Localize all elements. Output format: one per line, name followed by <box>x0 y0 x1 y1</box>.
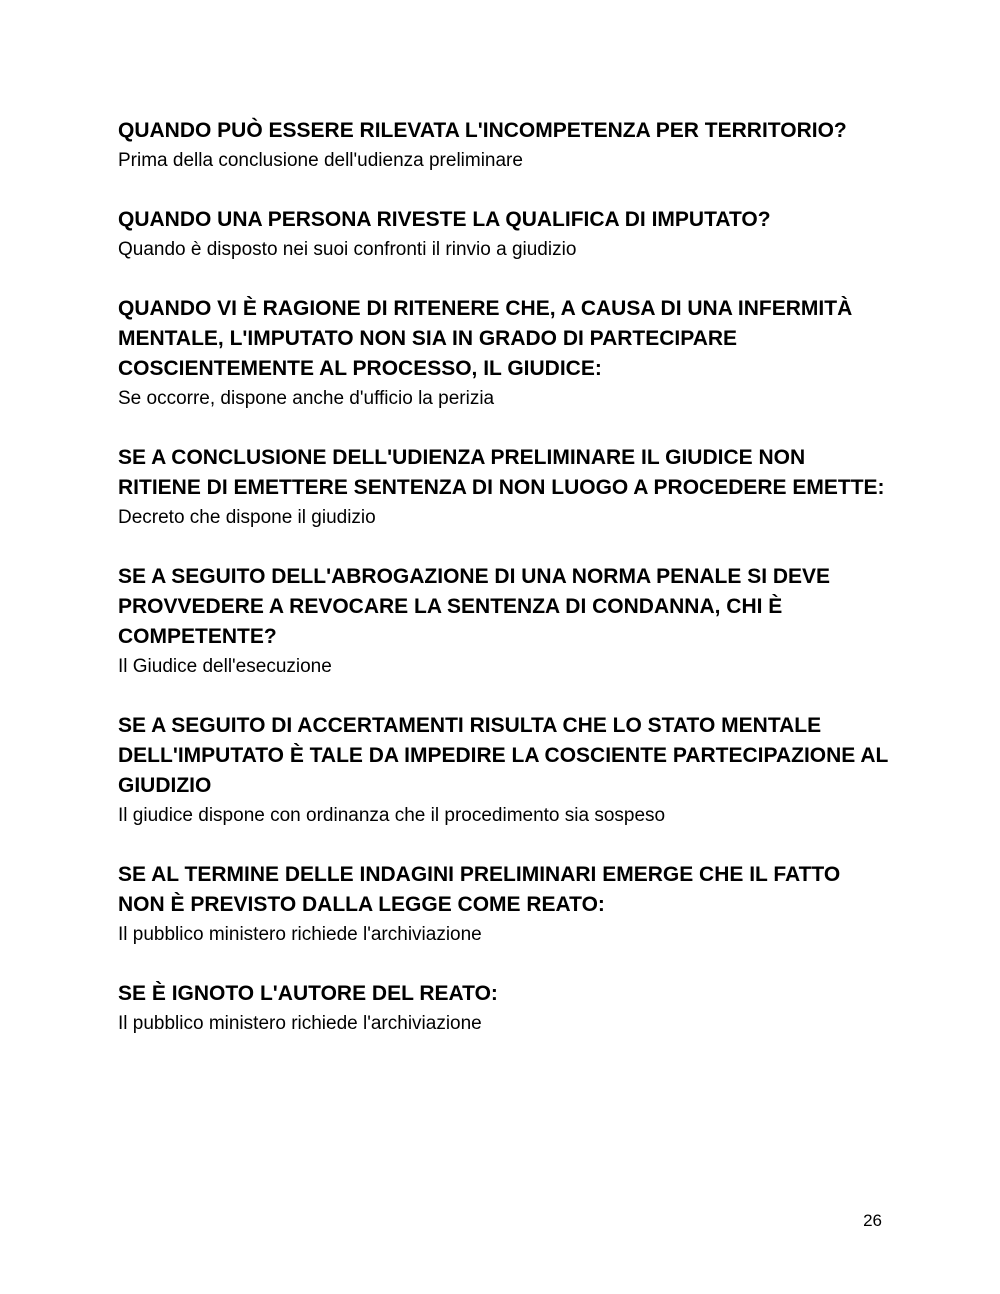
question-text: SE A SEGUITO DELL'ABROGAZIONE DI UNA NORMA PENALE SI DEVE PROVVEDERE A REVOCARE LA SENTENZA DI CONDANNA, CHI È COMPETENTE? <box>118 565 831 648</box>
question-text: QUANDO UNA PERSONA RIVESTE LA QUALIFICA DI IMPUTATO? <box>118 208 771 231</box>
qa-item <box>118 294 888 413</box>
question-text: SE È IGNOTO L'AUTORE DEL REATO: <box>118 982 498 1005</box>
qa-item <box>118 443 888 532</box>
qa-item <box>118 979 888 1038</box>
qa-item <box>118 116 888 175</box>
answer-text: Quando è disposto nei suoi confronti il rinvio a giudizio <box>118 239 577 260</box>
page-number: 26 <box>863 1211 882 1230</box>
answer-text: Se occorre, dispone anche d'ufficio la perizia <box>118 388 495 409</box>
answer-text: Il Giudice dell'esecuzione <box>118 656 332 677</box>
question-text: SE AL TERMINE DELLE INDAGINI PRELIMINARI EMERGE CHE IL FATTO NON È PREVISTO DALLA LEGGE COME REATO: <box>118 863 841 916</box>
answer-text: Il pubblico ministero richiede l'archiviazione <box>118 1013 482 1034</box>
qa-item <box>118 711 888 830</box>
question-text: QUANDO PUÒ ESSERE RILEVATA L'INCOMPETENZA PER TERRITORIO? <box>118 119 847 142</box>
answer-text: Il pubblico ministero richiede l'archiviazione <box>118 924 482 945</box>
qa-item <box>118 860 888 949</box>
qa-item <box>118 562 888 681</box>
answer-text: Prima della conclusione dell'udienza preliminare <box>118 150 523 171</box>
question-text: SE A CONCLUSIONE DELL'UDIENZA PRELIMINARE IL GIUDICE NON RITIENE DI EMETTERE SENTENZA DI NON LUOGO A PROCEDERE EMETTE: <box>118 446 885 499</box>
qa-item <box>118 205 888 264</box>
question-text: SE A SEGUITO DI ACCERTAMENTI RISULTA CHE LO STATO MENTALE DELL'IMPUTATO È TALE DA IMPEDIRE LA COSCIENTE PARTECIPAZIONE AL GIUDIZIO <box>118 714 888 797</box>
answer-text: Il giudice dispone con ordinanza che il procedimento sia sospeso <box>118 805 666 826</box>
document-body <box>118 116 888 1068</box>
answer-text: Decreto che dispone il giudizio <box>118 507 376 528</box>
question-text: QUANDO VI È RAGIONE DI RITENERE CHE, A CAUSA DI UNA INFERMITÀ MENTALE, L'IMPUTATO NON SIA IN GRADO DI PARTECIPARE COSCIENTEMENTE AL PROCESSO, IL GIUDICE: <box>118 297 853 380</box>
